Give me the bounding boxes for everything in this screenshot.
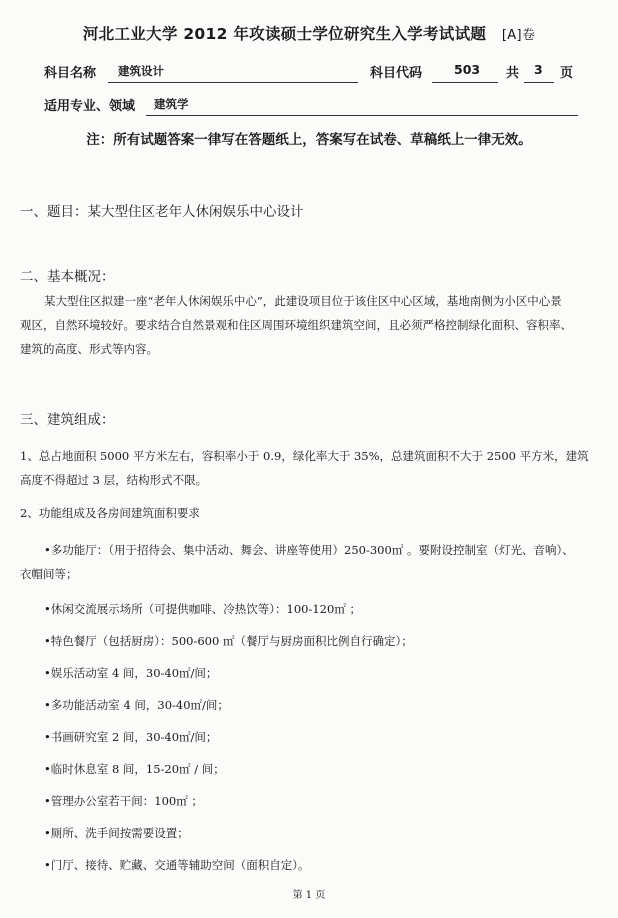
notice: 注：所有试题答案一律写在答题纸上，答案写在试卷、草稿纸上一律无效。 bbox=[86, 132, 532, 148]
major-underline bbox=[146, 115, 578, 116]
room-item-calligraphy: •书画研究室 2 间，30-40㎡/间； bbox=[44, 730, 218, 744]
section-composition-heading: 三、建筑组成： bbox=[20, 412, 115, 428]
page-number: 第 1 页 bbox=[292, 890, 326, 901]
room-item-hall-continued: 衣帽间等； bbox=[20, 567, 78, 581]
overview-line-3: 建筑的高度、形式等内容。 bbox=[20, 342, 158, 356]
pages-underline bbox=[524, 82, 554, 83]
pages-count: 3 bbox=[534, 62, 543, 77]
room-item-auxiliary: •门厅、接待、贮藏、交通等辅助空间（面积自定）。 bbox=[44, 858, 310, 872]
requirement-1-line-2: 高度不得超过 3 层，结构形式不限。 bbox=[20, 473, 208, 487]
subject-code-value: 503 bbox=[454, 62, 481, 77]
section-overview-heading: 二、基本概况： bbox=[20, 269, 115, 285]
requirement-1-line-1: 1、总占地面积 5000 平方米左右，容积率小于 0.9，绿化率大于 35%，总建筑面积不大于 2500 平方米，建筑 bbox=[20, 449, 589, 463]
room-item-rest: •临时休息室 8 间，15-20㎡ / 间； bbox=[44, 762, 225, 776]
room-item-multipurpose: •多功能活动室 4 间，30-40㎡/间； bbox=[44, 698, 229, 712]
major-value: 建筑学 bbox=[154, 97, 189, 111]
exam-title bbox=[0, 22, 618, 44]
major-label: 适用专业、领域 bbox=[44, 99, 136, 114]
room-item-lounge: •休闲交流展示场所（可提供咖啡、冷热饮等）：100-120㎡ ； bbox=[44, 602, 361, 616]
subject-name-underline bbox=[108, 82, 358, 83]
subject-name-label: 科目名称 bbox=[44, 66, 97, 81]
overview-line-1: 某大型住区拟建一座“老年人休闲娱乐中心”，此建设项目位于该住区中心区域，基地南侧为小区中心景 bbox=[44, 294, 562, 308]
overview-line-2: 观区，自然环境较好。要求结合自然景观和住区周围环境组织建筑空间，且必须严格控制绿化面积、容积率、 bbox=[20, 318, 572, 332]
subject-name-value: 建筑设计 bbox=[118, 64, 164, 78]
room-item-hall: •多功能厅：（用于招待会、集中活动、舞会、讲座等使用）250-300㎡ 。要附设控制室（灯光、音响）、 bbox=[44, 543, 574, 557]
title-text: 河北工业大学 2012 年攻读硕士学位研究生入学考试试题 bbox=[82, 25, 487, 43]
requirement-2: 2、功能组成及各房间建筑面积要求 bbox=[20, 506, 200, 520]
subject-code-underline bbox=[432, 82, 498, 83]
room-item-recreation: •娱乐活动室 4 间，30-40㎡/间； bbox=[44, 666, 218, 680]
pages-suffix: 页 bbox=[560, 66, 574, 81]
room-item-restroom: •厕所、洗手间按需要设置； bbox=[44, 826, 189, 840]
room-item-restaurant: •特色餐厅（包括厨房）：500-600 ㎡（餐厅与厨房面积比例自行确定）； bbox=[44, 634, 413, 648]
room-item-office: •管理办公室若干间：100㎡ ； bbox=[44, 794, 203, 808]
pages-prefix: 共 bbox=[506, 66, 520, 81]
paper-label: [A]卷 bbox=[501, 28, 536, 43]
subject-code-label: 科目代码 bbox=[370, 66, 423, 81]
section-topic: 一、题目：某大型住区老年人休闲娱乐中心设计 bbox=[20, 204, 304, 220]
